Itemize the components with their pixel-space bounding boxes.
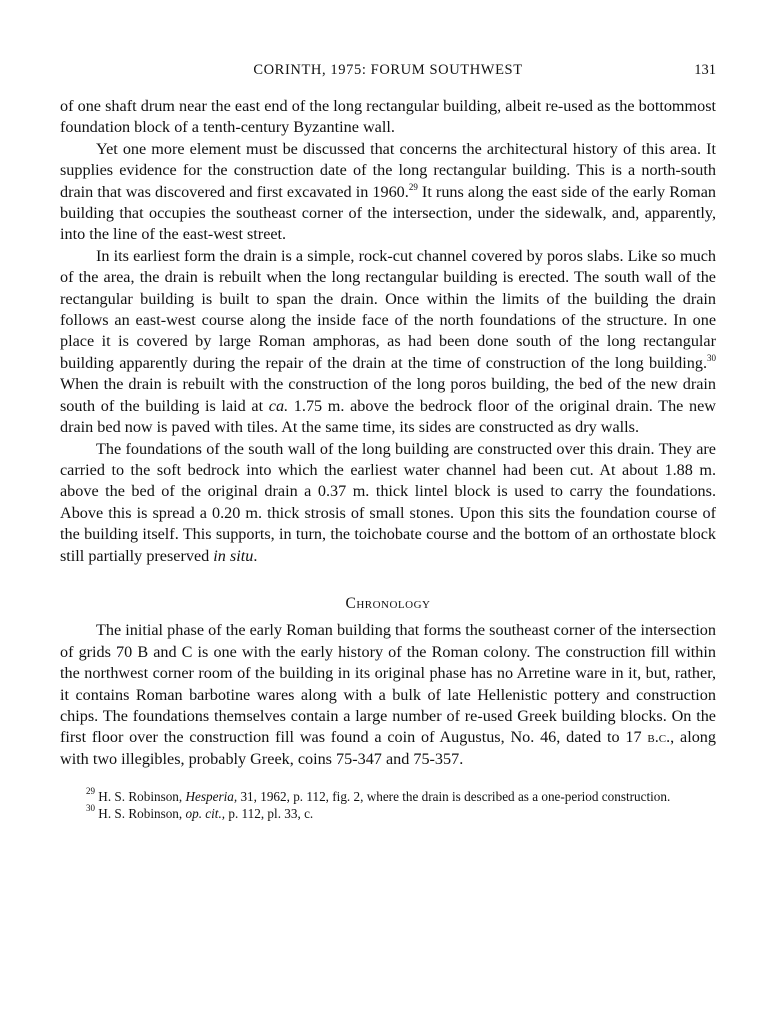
footnote-ref-30: 30: [707, 352, 716, 363]
chronology-text-b: , along with two illegibles, probably Greek, coins 75-347 and 75-357.: [60, 728, 716, 768]
footnote-29-author: H. S. Robinson,: [95, 789, 186, 805]
running-header: [60, 58, 716, 84]
footnote-number-29: 29: [86, 786, 95, 797]
footnote-29: [60, 788, 716, 805]
paragraph-4: [60, 439, 716, 567]
body-text: [60, 96, 716, 770]
running-title: CORINTH, 1975: FORUM SOUTHWEST: [253, 62, 523, 78]
paragraph-3-italic: ca.: [268, 396, 289, 415]
paragraph-2-text-a: Yet one more element must be discussed that concerns the architectural history of this area. It supplies evidence for the construction date of the long rectangular building. This is a north-south drain that was discovered and first excavated in 1960.: [60, 139, 716, 201]
paragraph-4-italic: in situ: [213, 546, 254, 565]
paragraph-3-text-a: In its earliest form the drain is a simple, rock-cut channel covered by poros slabs. Like so much of the area, the drain is rebuilt when the long rectangular building is erected. The south wall of the rectangular building is built to span the drain. Once within the limits of the building the drain follows an east-west course along the inside face of the north foundations of the structure. In one place it is covered by large Roman amphoras, as had been done south of the long rectangular building apparently during the repair of the drain at the time of construction of the long building.: [60, 246, 716, 372]
paragraph-2: [60, 139, 716, 246]
footnote-29-journal: Hesperia,: [185, 789, 238, 805]
chronology-text-a: The initial phase of the early Roman building that forms the southeast corner of the intersection of grids 70 B and C is one with the early history of the Roman colony. The construction fill within the northwest corner room of the building in its original phase has no Arretine ware in it, but, rather, it contains Roman barbotine wares along with a bulk of late Hellenistic pottery and construction chips. The foundations themselves contain a large number of re-used Greek building blocks. On the first floor over the construction fill was found a coin of Augustus, No. 46, dated to 17: [60, 621, 716, 747]
footnote-number-30: 30: [86, 803, 95, 814]
paragraph-4-text-b: .: [253, 546, 258, 565]
page-number: 131: [694, 62, 716, 78]
paragraph-1-text: of one shaft drum near the east end of the long rectangular building, albeit re-used as the bottommost foundation block of a tenth-century Byzantine wall.: [60, 97, 716, 137]
footnote-30: [60, 805, 716, 822]
paragraph-4-text-a: The foundations of the south wall of the long building are constructed over this drain. They are carried to the soft bedrock into which the earliest water channel had been cut. At about 1.88 m. above the bed of the original drain a 0.37 m. thick lintel block is used to carry the foundations. Above this is spread a 0.20 m. thick strosis of small stones. Upon this sits the foundation course of the building itself. This supports, in turn, the toichobate course and the bottom of an orthostate block still partially preserved: [60, 439, 716, 565]
paragraph-3: [60, 246, 716, 439]
footnote-30-journal: op. cit.,: [185, 806, 226, 822]
chronology-small-caps: b.c.: [647, 728, 671, 747]
paragraph-2-text-b: It runs along the east side of the early Roman building that occupies the southeast corner of the intersection, under the sidewalk, and, apparently, into the line of the east-west street.: [60, 182, 716, 244]
paragraph-3-text-c: 1.75 m. above the bedrock floor of the original drain. The new drain bed now is paved with tiles. At the same time, its sides are constructed as dry walls.: [60, 396, 716, 437]
section-heading-chronology: Chronology: [345, 594, 431, 612]
footnote-30-rest: p. 112, pl. 33, c.: [225, 806, 314, 822]
footnote-29-rest: 31, 1962, p. 112, fig. 2, where the drain is described as a one-period construction.: [237, 789, 671, 805]
paragraph-chronology: [60, 620, 716, 770]
footnotes: [60, 788, 716, 822]
footnote-30-author: H. S. Robinson,: [95, 806, 186, 822]
paragraph-1: [60, 96, 716, 139]
footnote-ref-29: 29: [408, 181, 418, 192]
paragraph-3-text-b: When the drain is rebuilt with the construction of the long poros building, the bed of the new drain south of the building is laid at: [60, 375, 716, 415]
page: [60, 58, 716, 822]
